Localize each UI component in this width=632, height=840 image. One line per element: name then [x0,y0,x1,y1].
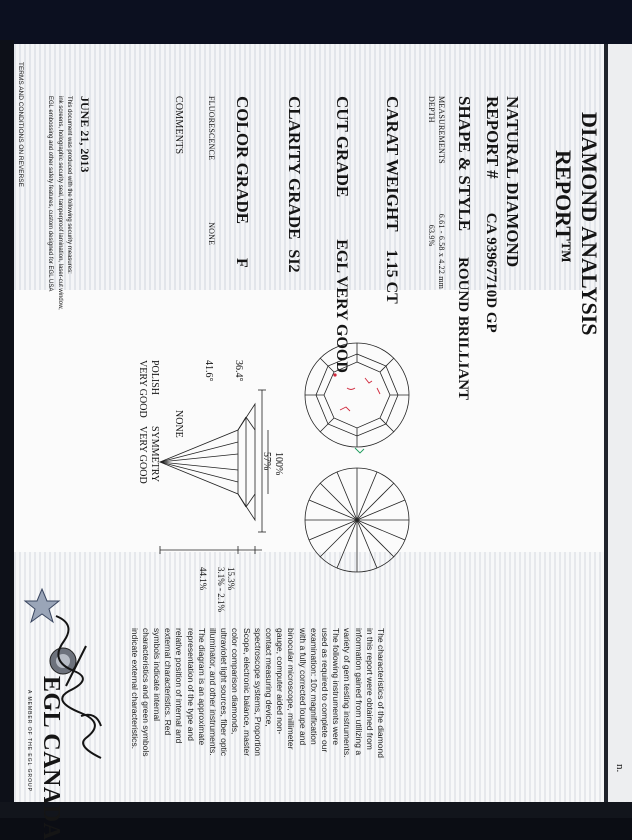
description-line: The characteristics of the diamond [376,628,386,758]
scanner-background-left [0,40,14,818]
description-line: illuminator, and other instruments. [207,628,218,756]
internal-inclusion-marks [334,374,380,411]
description-line: gauge, computer aided non- [275,628,286,735]
fluorescence-row [204,96,222,245]
report-number-label: REPORT # [483,96,502,179]
description-line: Scope, electronic balance, master [241,628,252,757]
fluorescence-label: FLUORESCENCE [207,96,216,161]
report-number-row [482,96,502,333]
polish-value: VERY GOOD [137,360,148,418]
adjacent-page-text: n. [614,764,626,773]
report-date: JUNE 21, 2013 [78,96,92,173]
description-line: indicate external characteristics. [129,628,140,749]
description-line: representation of the type and [185,628,196,741]
scanner-background-bottom [0,802,632,818]
clarity-grade-label: CLARITY GRADE [285,96,304,240]
shape-value: ROUND BRILLIANT [455,257,471,401]
terms-note: TERMS AND CONDITIONS ON REVERSE [17,62,24,187]
description-line: The following instruments were [331,628,342,746]
crown-height-value: 15.3% [226,567,236,591]
measurements-label: MEASUREMENTS [437,96,446,164]
comments-label: COMMENTS [173,96,184,155]
cut-grade-row [332,96,352,373]
crown-angle-value: 36.4° [233,360,244,382]
clarity-grade-value: SI2 [285,249,302,273]
total-width-value: 100% [273,452,284,476]
description-line: ultraviolet light sources, fiber optic [219,628,230,757]
description-line: used as required to complete our [319,628,330,753]
description-line: binocular microscope, millimeter [286,628,297,750]
table-value: 57% [261,452,272,471]
security-line-1: This document was produced with the following security measures: [66,96,72,274]
girdle-value: 3.1% - 2.1% [216,567,226,612]
proportion-diagram [150,360,270,565]
description-line: color comparison diamonds, [230,628,241,735]
color-grade-value: F [233,257,250,268]
description-line: characteristics and green symbols [140,628,151,757]
shape-row [454,96,474,400]
color-grade-label: COLOR GRADE [233,96,252,224]
measurements-value: 6.61 - 6.58 x 4.22 mm [437,213,446,290]
cut-grade-label: CUT GRADE [333,96,352,198]
description-line: spectroscope systems, Proportion [252,628,263,757]
clarity-plot-diagram [295,340,425,585]
page-edge-shadow [604,44,608,804]
crown-plot [305,343,409,447]
report-title: DIAMOND ANALYSIS [577,112,602,336]
description-line: contact measuring device, [263,628,274,727]
depth-row [424,96,442,246]
carat-row [382,96,402,304]
description-line: with a fully corrected loupe and [297,628,308,746]
report-type: NATURAL DIAMOND [503,96,522,268]
pavilion-angle-value: 41.6° [203,360,214,382]
external-marks [355,448,364,453]
description-line: symbols indicate internal [151,628,162,722]
cut-grade-value: EGL VERY GOOD [333,239,350,373]
color-grade-row [232,96,252,268]
pavilion-plot [305,468,409,572]
culet-value: NONE [173,410,184,438]
egl-canada-logo: EGL CANADA [38,676,64,840]
pavilion-depth-value: 44.1% [198,567,208,591]
description-line: variety of gem testing instruments. [342,628,353,758]
security-line-3: EGL embossing and other safety features, custom designed for EGL USA [47,96,53,292]
clarity-grade-row [284,96,304,273]
polish-label: POLISH [149,360,160,396]
description-line: external characteristics. Red [163,628,174,736]
page-edge [604,44,632,818]
description-line: information gained from utilizing a [353,628,364,756]
shape-label: SHAPE & STYLE [455,96,474,232]
depth-value: 63.9% [427,224,436,247]
security-line-2: ink screens, holographic security seal, tamperproof lamination, laser-cut window, [57,96,63,310]
report-number: CA 93967710D GP [483,212,499,333]
description-line: in this report were obtained from [364,628,375,750]
scanner-background-top [0,0,632,48]
depth-label: DEPTH [427,96,436,123]
symmetry-value: VERY GOOD [137,426,148,484]
carat-value: 1.15 CT [383,249,400,304]
symmetry-label: SYMMETRY [149,426,160,483]
description-line: The diagram is an approximate [196,628,207,746]
egl-member-tagline: A MEMBER OF THE EGL GROUP [26,690,32,792]
fluorescence-value: NONE [207,222,216,246]
carat-label: CARAT WEIGHT [383,96,402,232]
description-line: relative position of internal and [174,628,185,744]
report-title-line2: REPORT™ [551,150,576,263]
description-line: examination: 10x magnification [308,628,319,745]
instrument-description [128,628,386,758]
